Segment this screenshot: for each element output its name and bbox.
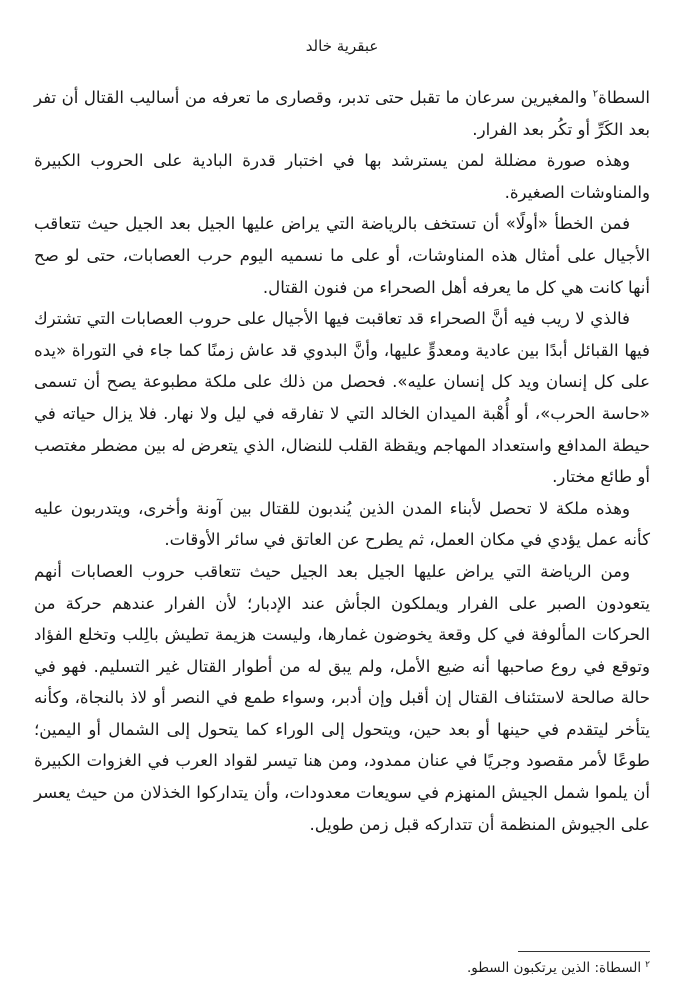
footnote-text: السطاة: الذين يرتكبون السطو. (466, 960, 642, 976)
paragraph-1-rest: والمغيرين سرعان ما تقبل حتى تدبر، وقصارى ما تعرفه من أساليب القتال أن تفر بعد الكَرِّ أو تكُر بعد الفرار. (34, 88, 650, 139)
paragraph-2: وهذه صورة مضللة لمن يسترشد بها في اختبار قدرة البادية على الحروب الكبيرة والمناوشات الصغيرة. (34, 151, 650, 202)
paragraph-1-start: السطاة (598, 88, 650, 107)
paragraph-5: وهذه ملكة لا تحصل لأبناء المدن الذين يُندبون للقتال بين آونة وأخرى، ويتدربون عليه كأنه عمل يؤدي في مكان العمل، ثم يطرح عن العاتق في سائر الأوقات. (34, 498, 650, 550)
footnote-divider (518, 951, 650, 952)
paragraph-6: ومن الرياضة التي يراض عليها الجيل بعد الجيل حيث تتعاقب حروب العصابات أنهم يتعودون الصبر على الفرار ويملكون الجأش عند الإدبار؛ لأن الفرار عندهم حركة من الحركات المألوفة في كل وقعة يخوضون غمارها، وليست هزيمة تطيش بالِلب وتخلع الفؤاد وتوقع في روع صاحبها أنه ضيع الأمل، ولم يبق له من أطوار القتال غير التسليم. فهو في حالة صالحة لاستئناف القتال إن أقبل وإن أدبر، وسواء طمع في النصر أو لاذ بالنجاة، وكأنه يتأخر ليتقدم في حينها أو بعد حين، ويتحول إلى الوراء كما يتحول إلى الشمال أو اليمين؛ طوعًا لأمر مقصود وجريًا في عنان ممدود، ومن هنا تيسر لقواد العرب في الغزوات الكبيرة أن يلموا شمل الجيش المنهزم في سويعات معدودات، وأن يتداركوا الخذلان من حيث يعسر على الجيوش المنظمة أن تتداركه قبل زمن طويل. (34, 561, 650, 834)
running-title: عبقرية خالد (305, 37, 379, 55)
footnote (34, 959, 650, 977)
body-text (34, 82, 650, 840)
footnote-marker: ٢ (645, 959, 650, 970)
paragraph-1 (34, 82, 650, 145)
footnote-reference[interactable]: ٢ (592, 88, 599, 100)
paragraph-3: فمن الخطأ «أولًا» أن تستخف بالرياضة التي يراض عليها الجيل بعد الجيل حيث تتعاقب الأجيال على أمثال هذه المناوشات، أو على ما نسميه اليوم حرب العصابات، حتى لو صح أنها كانت هي كل ما يعرفه أهل الصحراء من فنون القتال. (34, 214, 650, 297)
paragraph-4: فالذي لا ريب فيه أنَّ الصحراء قد تعاقبت فيها الأجيال على حروب العصابات التي تشترك فيها القبائل أبدًا بين عادية ومعدوٍّ عليها، وأنَّ البدوي قد عاش زمنًا كما جاء في التوراة «يده على كل إنسان ويد كل إنسان عليه». فحصل من ذلك على ملكة مطبوعة يصح أن تسمى «حاسة الحرب»، أو أُهْبة الميدان الخالد التي لا تفارقه في ليل ولا نهار. فلا يزال حياته في حيطة المدافع واستعداد المهاجم ويقظة القلب للنضال، الذي يتعرض له بين مضطر مغتصب أو طائع مختار. (34, 309, 650, 487)
